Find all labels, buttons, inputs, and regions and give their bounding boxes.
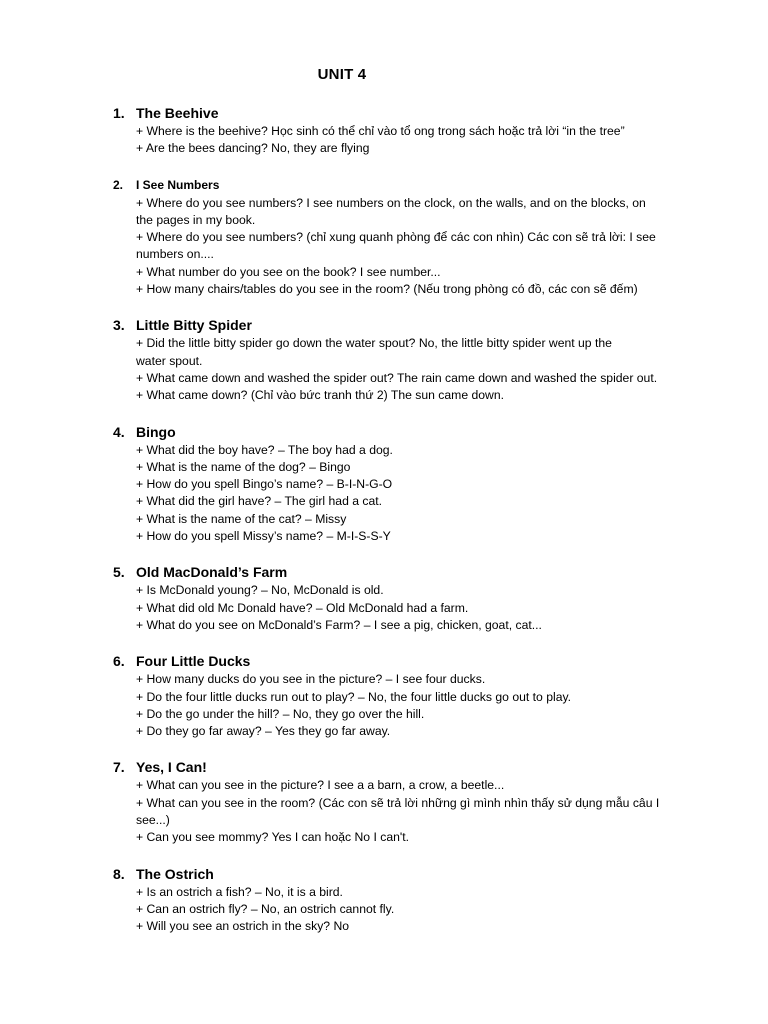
text-line: water spout.	[136, 353, 203, 368]
section-lines	[113, 582, 683, 634]
section-2	[113, 175, 683, 299]
text-line: + What did the girl have? – The girl had a cat.	[136, 494, 383, 509]
section-lines	[113, 195, 683, 299]
text-line: + What did old Mc Donald have? – Old McDonald had a farm.	[136, 600, 469, 615]
text-line: + What did the boy have? – The boy had a dog.	[136, 442, 393, 457]
text-line: + Can you see mommy? Yes I can hoặc No I can't.	[136, 830, 409, 845]
text-line: + Where is the beehive? Học sinh có thể chỉ vào tổ ong trong sách hoặc trả lời “in the tree”	[136, 124, 625, 138]
text-line: + How many ducks do you see in the picture? – I see four ducks.	[136, 672, 486, 687]
section-lines	[113, 884, 683, 936]
section-5	[113, 562, 683, 634]
section-title: Bingo	[136, 423, 176, 440]
section-lines	[113, 777, 683, 846]
text-line: + How do you spell Missy’s name? – M-I-S-S-Y	[136, 529, 391, 544]
section-heading	[113, 562, 683, 582]
section-spacer	[113, 298, 683, 315]
text-line: + Will you see an ostrich in the sky? No	[136, 919, 350, 934]
section-spacer	[113, 634, 683, 651]
text-line: + Where do you see numbers? I see numbers on the clock, on the walls, and on the blocks, on	[136, 195, 646, 210]
section-number: 3.	[113, 317, 125, 334]
section-spacer	[113, 740, 683, 757]
text-line: + What came down? (Chỉ vào bức tranh thứ 2) The sun came down.	[136, 388, 505, 403]
section-title: Yes, I Can!	[136, 759, 207, 776]
section-title: The Beehive	[136, 105, 219, 121]
section-spacer	[113, 158, 683, 175]
section-title: Little Bitty Spider	[136, 317, 252, 334]
text-line: + Can an ostrich fly? – No, an ostrich cannot fly.	[136, 901, 395, 916]
section-number: 7.	[113, 759, 125, 776]
text-line: + Is an ostrich a fish? – No, it is a bird.	[136, 884, 343, 899]
section-lines	[113, 442, 683, 546]
section-spacer	[113, 405, 683, 422]
section-title: I See Numbers	[136, 177, 220, 192]
section-number: 1.	[113, 105, 125, 121]
text-line: + Do the go under the hill? – No, they go over the hill.	[136, 706, 425, 721]
text-line: + How many chairs/tables do you see in the room? (Nếu trong phòng có đồ, các con sẽ đếm)	[136, 282, 638, 297]
section-heading	[113, 315, 683, 335]
section-number: 8.	[113, 865, 125, 882]
text-line: the pages in my book.	[136, 212, 256, 227]
section-heading	[113, 175, 683, 195]
text-line: + Are the bees dancing? No, they are flying	[136, 141, 370, 156]
text-line: + Do they go far away? – Yes they go far away.	[136, 724, 391, 739]
section-title: Old MacDonald’s Farm	[136, 564, 288, 581]
text-line: see...)	[136, 813, 170, 828]
section-8	[113, 864, 683, 936]
section-heading	[113, 757, 683, 777]
text-line: + What came down and washed the spider out? The rain came down and washed the spider out.	[136, 370, 658, 385]
text-line: + What can you see in the picture? I see a a barn, a crow, a beetle...	[136, 778, 505, 793]
text-line: numbers on....	[136, 247, 214, 262]
section-heading	[113, 651, 683, 671]
text-line: + What is the name of the cat? – Missy	[136, 511, 347, 526]
text-line: + What can you see in the room? (Các con sẽ trả lời những gì mình nhìn thấy sử dụng mẫu câu I	[136, 795, 660, 810]
text-line: + Is McDonald young? – No, McDonald is old.	[136, 583, 384, 598]
section-1	[113, 103, 683, 158]
text-line: + What is the name of the dog? – Bingo	[136, 459, 351, 474]
section-number: 2.	[113, 177, 124, 192]
section-title: Four Little Ducks	[136, 653, 251, 670]
text-line: + How do you spell Bingo’s name? – B-I-N-G-O	[136, 477, 393, 492]
section-number: 5.	[113, 564, 125, 581]
section-lines	[113, 671, 683, 740]
section-lines	[113, 335, 683, 404]
text-line: + Did the little bitty spider go down the water spout? No, the little bitty spider went up the	[136, 336, 612, 351]
section-list	[113, 103, 683, 936]
section-title: The Ostrich	[136, 865, 214, 882]
section-4	[113, 422, 683, 546]
section-spacer	[113, 545, 683, 562]
section-number: 6.	[113, 653, 125, 670]
section-6	[113, 651, 683, 740]
section-number: 4.	[113, 423, 125, 440]
section-lines	[113, 123, 683, 158]
text-line: + What do you see on McDonald’s Farm? – I see a pig, chicken, goat, cat...	[136, 617, 542, 632]
section-3	[113, 315, 683, 404]
section-heading	[113, 864, 683, 884]
text-line: + Where do you see numbers? (chỉ xung quanh phòng để các con nhìn) Các con sẽ trả lời: I see	[136, 230, 656, 245]
text-line: + What number do you see on the book? I see number...	[136, 264, 441, 279]
section-7	[113, 757, 683, 846]
section-spacer	[113, 847, 683, 864]
page-title: UNIT 4	[317, 66, 367, 83]
text-line: + Do the four little ducks run out to play? – No, the four little ducks go out to play.	[136, 689, 572, 704]
section-heading	[113, 103, 683, 123]
section-heading	[113, 422, 683, 442]
